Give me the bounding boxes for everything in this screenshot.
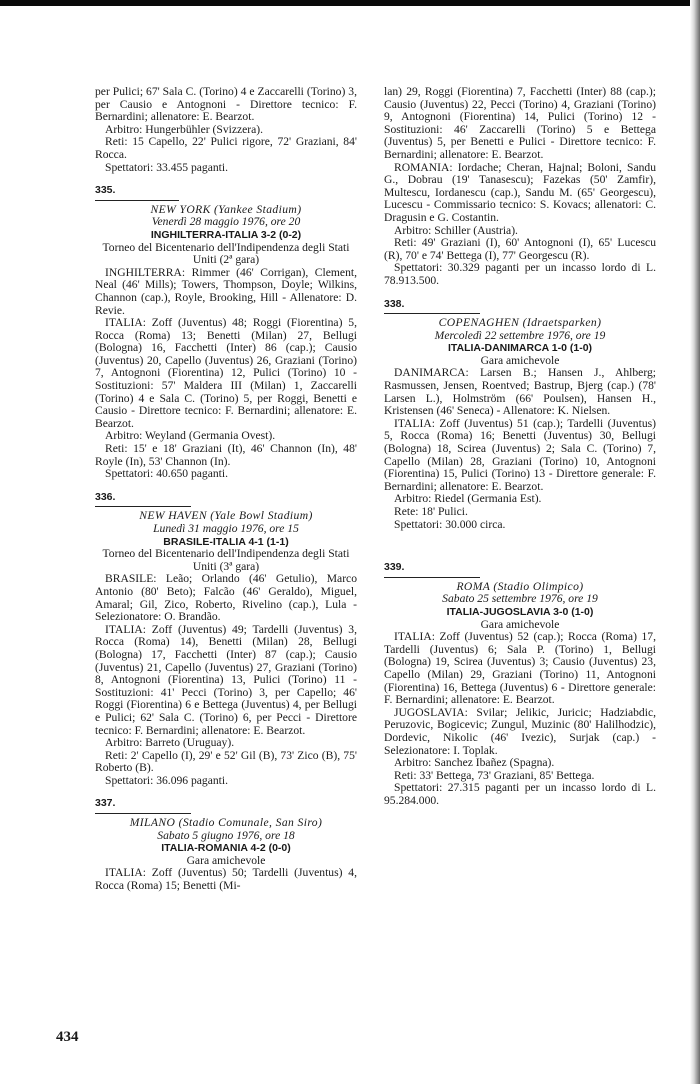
lineup-paragraph: ITALIA: Zoff (Juventus) 49; Tardelli (Juventus) 3, Rocca (Roma) 14), Benetti (Milan) 28, Bellugi (Bologna) 17, Facchetti (Inter) 87 (cap.); Causio (Juventus) 21, Capello (Juventus) 27, Graziani (Torino) 8, Antognoni (Fiorentina) 13, Pulici (Torino) 11 - Sostituzioni: 41' Pecci (Torino) 3, per Capello; 46' Roggi (Fiorentina) 6 e Bettega (Juventus) 4, per Bellugi e Pulici; 62' Sala C. (Torino) 6, per Pecci - Direttore tecnico: F. Bernardini; allenatore: E. Bearzot. [95, 622, 357, 737]
goals-line: Reti: 33' Bettega, 73' Graziani, 85' Bettega. [394, 768, 595, 782]
match-competition: Torneo del Bicentenario dell'Indipendenza degli Stati Uniti (3ª gara) [102, 547, 350, 573]
match-date: Mercoledì 22 settembre 1976, ore 19 [434, 328, 606, 342]
match-competition: Gara amichevole [480, 617, 560, 631]
lineup-paragraph: ROMANIA: Iordache; Cheran, Hajnal; Boloni, Sandu G., Dobrau (19' Tanasescu); Fazekas (50' Zamfir), Multescu, Iordanescu (cap.), Sandu M. (65' Georgescu), Lucescu - Commissario tecnico: S. Kovacs; allenatori: C. Dragusin e G. Costantin. [384, 160, 656, 224]
spectators-line: Spettatori: 36.096 paganti. [105, 773, 229, 787]
text-paragraph: lan) 29, Roggi (Fiorentina) 7, Facchetti (Inter) 88 (cap.); Causio (Juventus) 22, Pecci (Torino) 4, Graziani (Torino) 9, Antognoni (Fiorentina) 14, Pulici (Torino) 12 - Sostituzioni: 46' Zaccarelli (Torino) 5 e Bettega (Juventus) 5, per Benetti e Pulici - Direttore tecnico: F. Bernardini; allenatore: E. Bearzot. [384, 85, 656, 161]
page-number: 434 [56, 1029, 79, 1045]
lineup-paragraph: DANIMARCA: Larsen B.; Hansen J., Ahlberg; Rasmussen, Jensen, Roentved; Bastrup, Bjerg (cap.) (78' Larsen L.), Holmström (66' Poulsen), Hansen H., Kristensen (46' Seneca) - Allenatore: K. Nielsen. [384, 366, 656, 418]
right-column [384, 86, 656, 807]
match-number: 337. [95, 797, 116, 810]
divider [95, 813, 191, 814]
goals-line: Reti: 15' e 18' Graziani (It), 46' Channon (In), 48' Royle (In), 53' Channon (In). [95, 442, 357, 468]
match-date: Lunedì 31 maggio 1976, ore 15 [153, 522, 299, 535]
match-competition: Torneo del Bicentenario dell'Indipendenza degli Stati Uniti (2ª gara) [102, 240, 350, 267]
match-entry-335 [95, 184, 357, 481]
goals-line: Reti: 2' Capello (I), 29' e 52' Gil (B), 73' Zico (B), 75' Roberto (B). [95, 748, 357, 775]
match-number: 336. [95, 490, 116, 503]
match-date: Venerdì 28 maggio 1976, ore 20 [151, 215, 301, 229]
match-venue: MILANO (Stadio Comunale, San Siro) [129, 816, 323, 830]
spectators-line: Spettatori: 30.329 paganti per un incasso lordo di L. 78.913.500. [384, 261, 656, 287]
match-entry-338 [384, 298, 656, 532]
divider [95, 506, 191, 507]
match-score: ITALIA-JUGOSLAVIA 3-0 (1-0) [446, 605, 594, 618]
goals-line: Rete: 18' Pulici. [394, 505, 468, 518]
lineup-paragraph: ITALIA: Zoff (Juventus) 51 (cap.); Tardelli (Juventus) 5, Rocca (Roma) 16; Benetti (Juventus) 30, Bellugi (Bologna) 18, Scirea (Juventus) 2; Sala C. (Torino) 7, Capello (Milan) 28, Graziani (Torino) 10, Antognoni (Fiorentina) 15, Pulici (Torino) 13 - Direttore generale: F. Bernardini; allenatore: E. Bearzot. [384, 416, 656, 493]
spectators-line: Spettatori: 30.000 circa. [394, 517, 506, 531]
lineup-paragraph: ITALIA: Zoff (Juventus) 50; Tardelli (Juventus) 4, Rocca (Roma) 15; Benetti (Mi- [95, 866, 357, 893]
match-score: BRASILE-ITALIA 4-1 (1-1) [163, 535, 289, 548]
match-score: INGHILTERRA-ITALIA 3-2 (0-2) [150, 228, 302, 241]
divider [95, 200, 179, 201]
goals-line: Reti: 15 Capello, 22' Pulici rigore, 72' Graziani, 84' Rocca. [95, 135, 357, 161]
match-competition: Gara amichevole [480, 353, 560, 367]
match-number: 335. [95, 184, 116, 197]
match-entry-339 [384, 561, 656, 807]
referee-line: Arbitro: Weyland (Germania Ovest). [105, 429, 276, 443]
lineup-paragraph: ITALIA: Zoff (Juventus) 48; Roggi (Fiorentina) 5, Rocca (Roma) 13; Benetti (Milan) 27, Bellugi (Bologna) 16, Facchetti (Inter) 86 (cap.); Causio (Juventus) 20, Capello (Juventus) 26, Graziani (Torino) 7, Antognoni (Fiorentina) 12, Pulici (Torino) 10 - Sostituzioni: 57' Maldera III (Milan) 1, Zaccarelli (Torino) 4 e Sala C. (Torino) 5, per Roggi, Benetti e Causio - Direttore tecnico: F. Bernardini; allenatore: E. Bearzot. [95, 316, 357, 430]
match-score: ITALIA-ROMANIA 4-2 (0-0) [161, 842, 291, 855]
match-venue: NEW HAVEN (Yale Bowl Stadium) [139, 509, 313, 523]
scan-top-edge [0, 0, 700, 6]
divider [384, 577, 480, 578]
text-paragraph: per Pulici; 67' Sala C. (Torino) 4 e Zaccarelli (Torino) 3, per Causio e Antognoni - Direttore tecnico: F. Bernardini; allenatore: E. Bearzot. [95, 85, 357, 124]
spectators-line: Spettatori: 40.650 paganti. [105, 467, 229, 481]
lineup-paragraph: INGHILTERRA: Rimmer (46' Corrigan), Clement, Neal (46' Mills); Towers, Thompson, Doyle; Wilkins, Channon (cap.), Royle, Brooking, Hill - Allenatore: D. Revie. [95, 265, 357, 317]
match-venue: COPENAGHEN (Idraetsparken) [438, 316, 602, 330]
scan-right-edge [690, 0, 700, 1084]
match-entry-336 [95, 491, 357, 788]
referee-line: Arbitro: Schiller (Austria). [394, 223, 518, 237]
lineup-paragraph: BRASILE: Leão; Orlando (46' Getulio), Marco Antonio (80' Beto); Falcão (46' Geraldo), Miguel, Amaral; Gil, Zico, Roberto, Rivelino (cap.), Lula - Selezionatore: O. Brandão. [95, 572, 357, 624]
match-number: 338. [384, 297, 405, 310]
match-entry-337 [95, 797, 357, 892]
match-number: 339. [384, 561, 405, 574]
referee-line: Arbitro: Sanchez Ibañez (Spagna). [394, 756, 555, 770]
referee-line: Arbitro: Riedel (Germania Est). [394, 492, 542, 506]
match-date: Sabato 5 giugno 1976, ore 18 [157, 828, 295, 842]
referee-line: Arbitro: Hungerbühler (Svizzera). [105, 122, 264, 136]
match-score: ITALIA-DANIMARCA 1-0 (1-0) [447, 342, 593, 355]
spectators-line: Spettatori: 33.455 paganti. [105, 160, 229, 174]
match-competition: Gara amichevole [186, 853, 266, 867]
goals-line: Reti: 49' Graziani (I), 60' Antognoni (I), 65' Lucescu (R), 70' e 74' Bettega (I), 77' Georgescu (R). [384, 236, 656, 262]
match-date: Sabato 25 settembre 1976, ore 19 [442, 592, 598, 606]
divider [384, 313, 480, 314]
left-column [95, 86, 357, 893]
lineup-paragraph: JUGOSLAVIA: Svilar; Jelikic, Juricic; Hadziabdic, Peruzovic, Bogicevic; Zungul, Muzinic (80' Halilhodzic), Dordevic, Nikolic (46' Ivezic), Surjak (cap.) - Selezionatore: I. Toplak. [384, 705, 656, 757]
match-venue: NEW YORK (Yankee Stadium) [150, 202, 302, 216]
referee-line: Arbitro: Barreto (Uruguay). [105, 736, 235, 750]
match-venue: ROMA (Stadio Olimpico) [456, 579, 584, 593]
lineup-paragraph: ITALIA: Zoff (Juventus) 52 (cap.); Rocca (Roma) 17, Tardelli (Juventus) 6; Sala P. (Torino) 1, Bellugi (Bologna) 19, Scirea (Juventus) 3; Causio (Juventus) 23, Capello (Milan) 29, Graziani (Torino) 11, Antognoni (Fiorentina) 16, Bettega (Juventus) 6 - Direttore generale: F. Bernardini; allenatore: E. Bearzot. [384, 630, 656, 707]
spectators-line: Spettatori: 27.315 paganti per un incasso lordo di L. 95.284.000. [384, 781, 656, 807]
